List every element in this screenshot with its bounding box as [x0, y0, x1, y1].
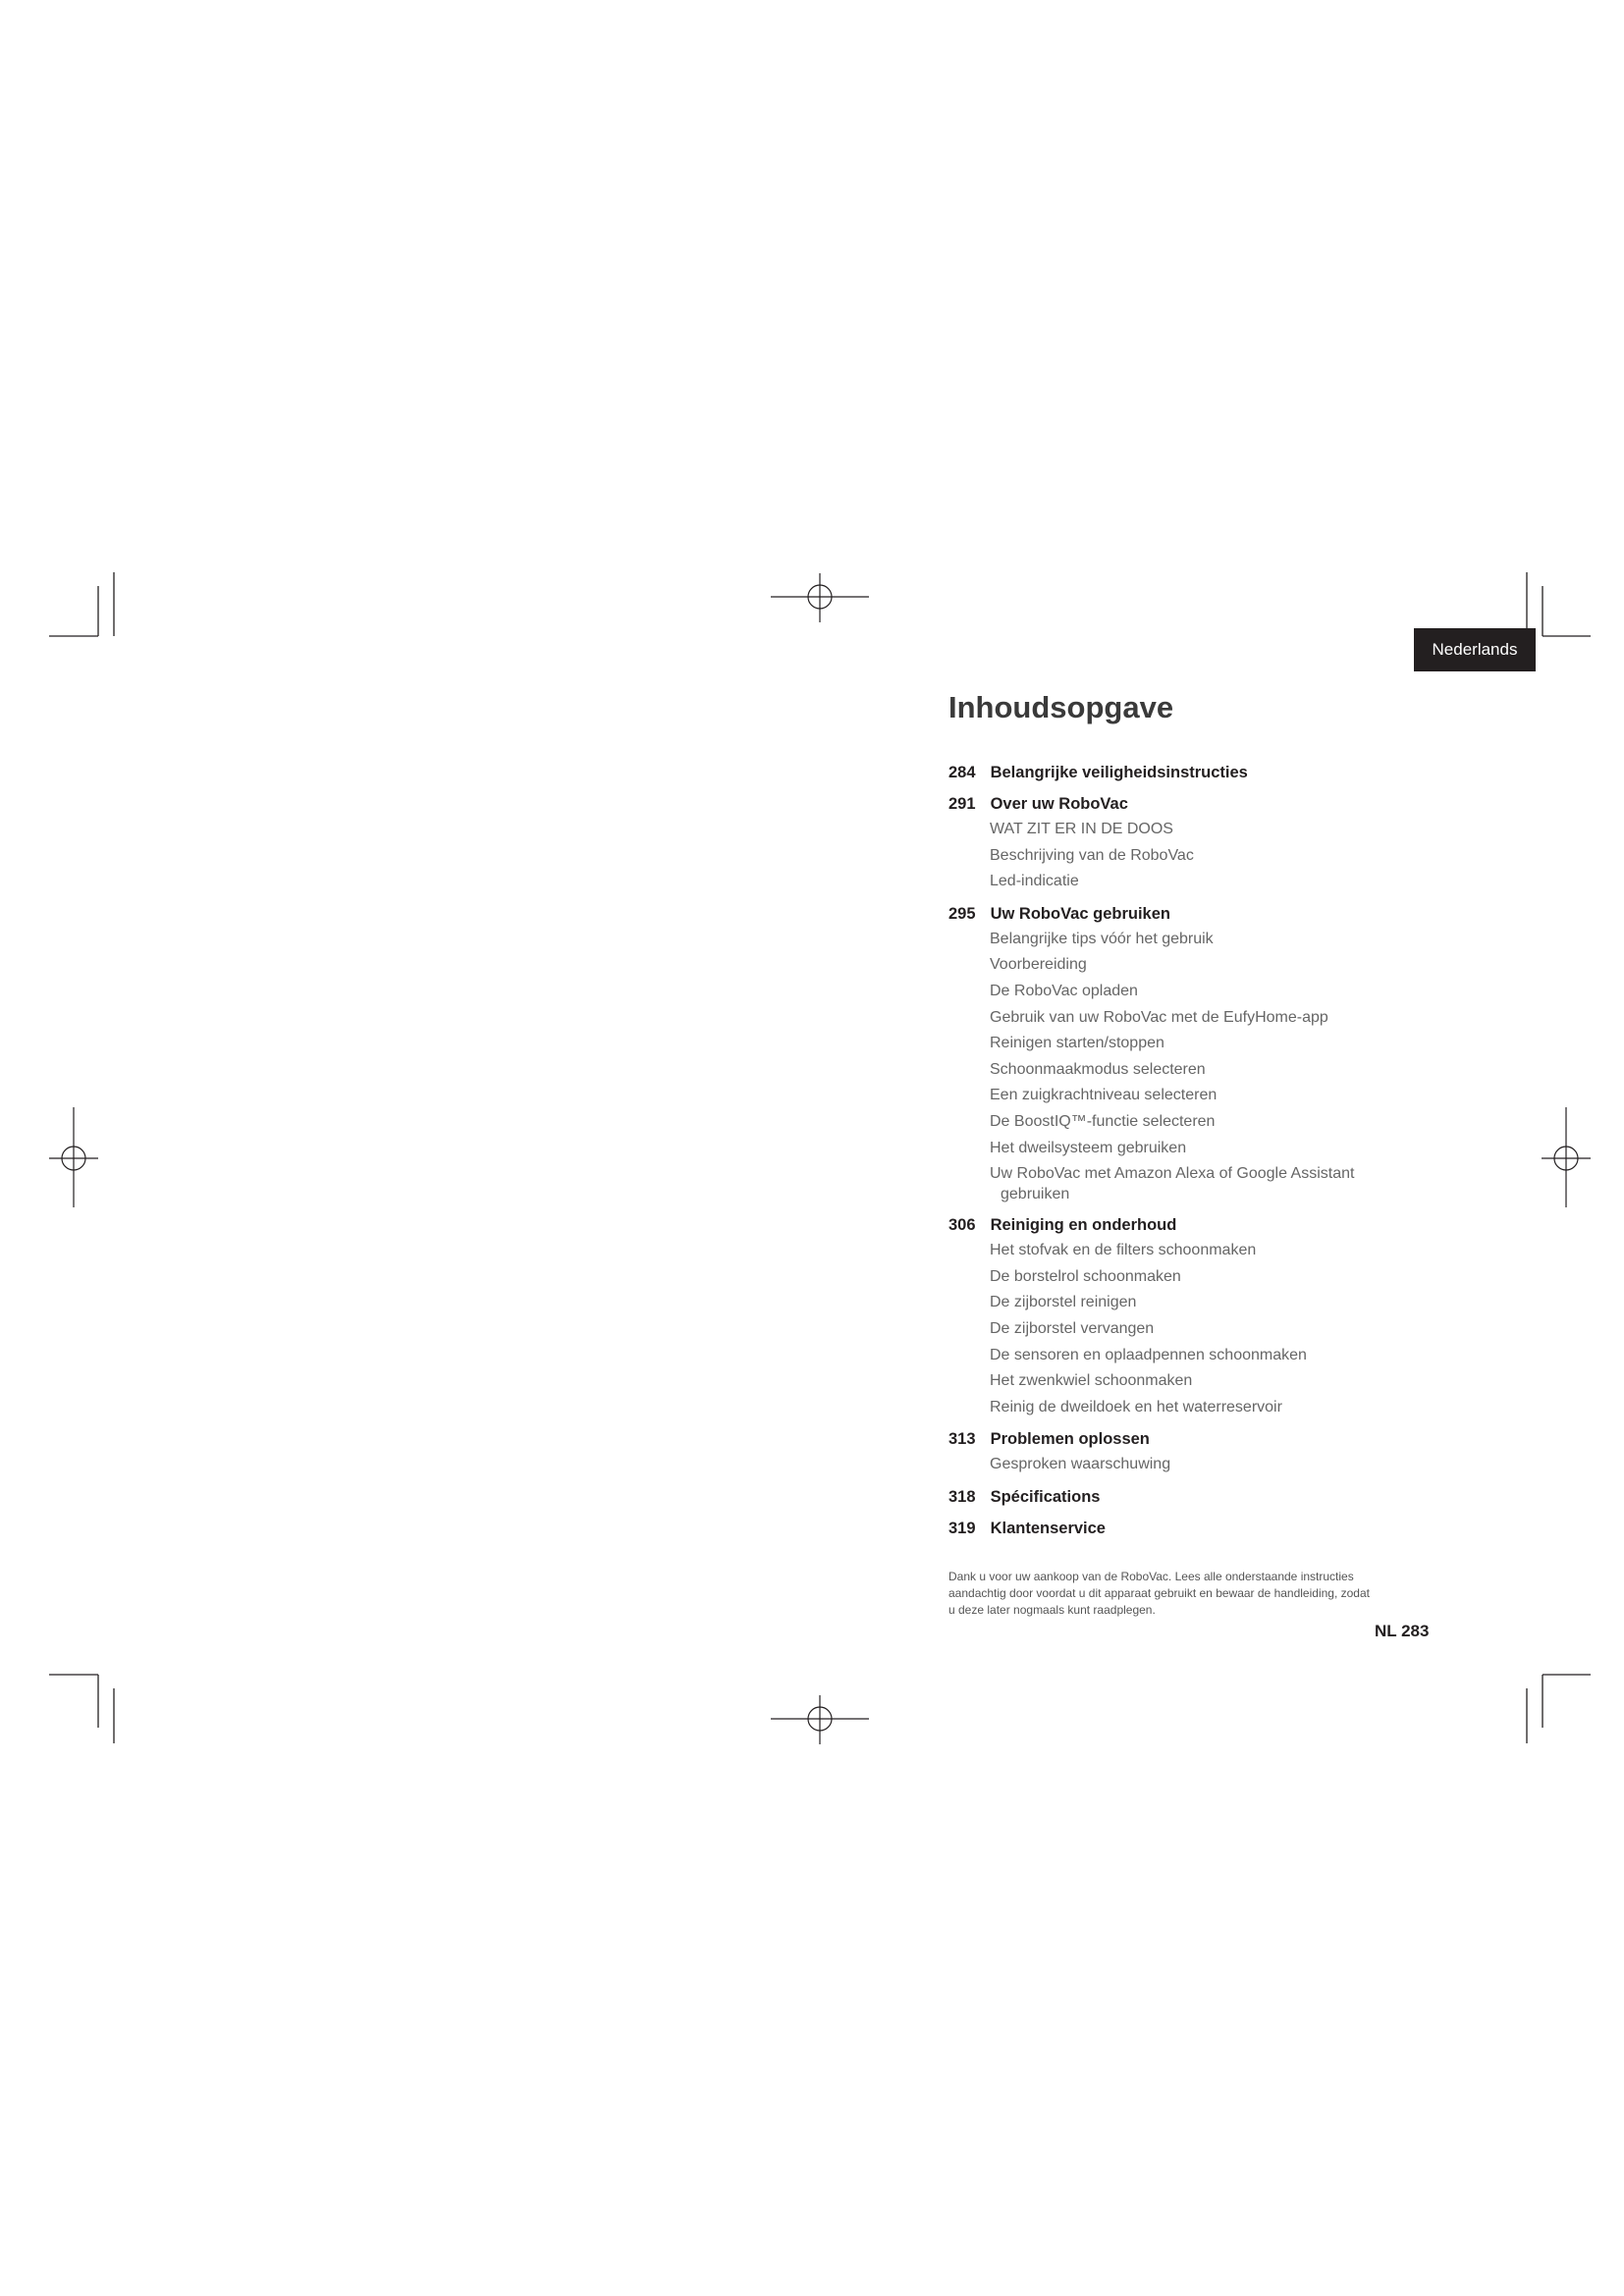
toc-section[interactable] — [948, 1426, 1439, 1452]
toc-item[interactable]: Reinig de dweildoek en het waterreservoir — [990, 1398, 1282, 1415]
language-tab: Nederlands — [1414, 628, 1536, 671]
toc-item[interactable]: Het dweilsysteem gebruiken — [990, 1139, 1187, 1156]
toc-section-title: Klantenservice — [990, 1519, 1106, 1537]
toc-section-title: Spécifications — [990, 1487, 1101, 1506]
toc-item[interactable]: Een zuigkrachtniveau selecteren — [990, 1087, 1218, 1104]
toc-item[interactable]: Reinigen starten/stoppen — [990, 1035, 1164, 1052]
registration-mark-top — [771, 573, 869, 622]
toc-item[interactable]: WAT ZIT ER IN DE DOOS — [990, 821, 1173, 837]
toc-item[interactable]: Het zwenkwiel schoonmaken — [990, 1372, 1193, 1390]
toc-item[interactable] — [948, 1161, 1412, 1206]
toc-item[interactable]: Gebruik van uw RoboVac met de EufyHome-app — [990, 1008, 1328, 1026]
page-number: NL 283 — [1375, 1622, 1430, 1640]
toc-item[interactable]: De BoostIQ™-functie selecteren — [990, 1112, 1216, 1130]
toc-title: Inhoudsopgave — [948, 690, 1174, 724]
toc-item[interactable]: De borstelrol schoonmaken — [990, 1267, 1181, 1285]
toc-section-page: 295 — [948, 904, 976, 923]
toc-section-page: 291 — [948, 795, 976, 813]
toc-section-page: 313 — [948, 1430, 976, 1449]
toc-section[interactable] — [948, 1484, 1439, 1510]
toc-item[interactable]: Beschrijving van de RoboVac — [990, 846, 1194, 864]
registration-mark-left — [49, 1107, 98, 1207]
toc-section-page: 306 — [948, 1216, 976, 1235]
table-of-contents — [948, 754, 1439, 1541]
toc-item[interactable]: De RoboVac opladen — [990, 982, 1138, 999]
toc-section-title: Uw RoboVac gebruiken — [990, 904, 1170, 923]
toc-section[interactable] — [948, 1212, 1439, 1238]
intro-note-line: u deze later nogmaals kunt raadplegen. — [948, 1603, 1156, 1617]
toc-item[interactable]: Gesproken waarschuwing — [990, 1456, 1171, 1473]
registration-mark-bottom — [771, 1695, 869, 1744]
toc-section-page: 284 — [948, 764, 976, 781]
toc-item[interactable]: Led-indicatie — [990, 873, 1079, 890]
toc-section[interactable] — [948, 791, 1439, 817]
toc-section[interactable] — [948, 901, 1439, 927]
toc-item[interactable]: Belangrijke tips vóór het gebruik — [990, 930, 1214, 947]
toc-section[interactable] — [948, 1516, 1439, 1541]
toc-section-title: Over uw RoboVac — [990, 795, 1128, 813]
registration-mark-right — [1542, 1107, 1591, 1207]
toc-item[interactable]: Schoonmaakmodus selecteren — [990, 1060, 1206, 1078]
toc-section-title: Problemen oplossen — [990, 1430, 1150, 1449]
toc-section[interactable] — [948, 760, 1439, 785]
toc-item[interactable]: Het stofvak en de filters schoonmaken — [990, 1242, 1257, 1259]
intro-note-line: Dank u voor uw aankoop van de RoboVac. Lees alle onderstaande instructies — [948, 1570, 1354, 1583]
toc-section-page: 319 — [948, 1519, 976, 1537]
toc-item[interactable]: De sensoren en oplaadpennen schoonmaken — [990, 1346, 1307, 1363]
intro-note-line: aandachtig door voordat u dit apparaat gebruikt en bewaar de handleiding, zodat — [948, 1586, 1370, 1600]
toc-item[interactable]: De zijborstel reinigen — [990, 1294, 1137, 1311]
toc-item[interactable]: Voorbereiding — [990, 956, 1087, 974]
toc-section-title: Belangrijke veiligheidsinstructies — [990, 764, 1248, 781]
toc-item-line: Uw RoboVac met Amazon Alexa of Google Assistant — [990, 1165, 1355, 1183]
toc-section-title: Reiniging en onderhoud — [990, 1216, 1177, 1235]
intro-note — [948, 1569, 1439, 1619]
toc-section-page: 318 — [948, 1487, 976, 1506]
toc-item-line: gebruiken — [1001, 1186, 1070, 1203]
toc-item[interactable]: De zijborstel vervangen — [990, 1319, 1155, 1337]
